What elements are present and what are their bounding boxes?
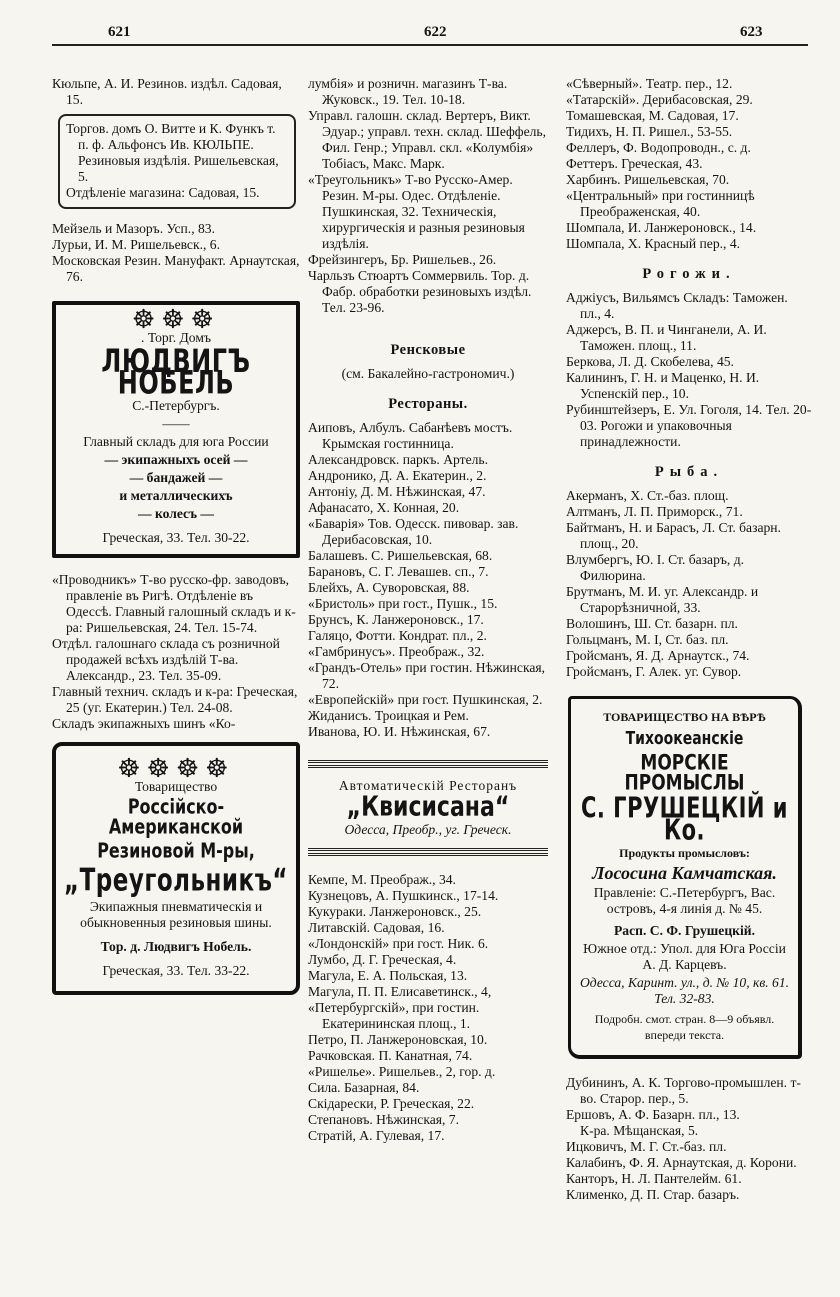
list-item: Ицковичъ, М. Г. Ст.-баз. пл. bbox=[566, 1139, 727, 1154]
list-item: Брутманъ, М. И. уг. Александр. и Старорѣзничной, 33. bbox=[566, 584, 759, 615]
header-rule bbox=[52, 44, 808, 46]
ad-address: Греческая, 33. Тел. 30-22. bbox=[102, 530, 250, 545]
list-item: «Европейскій» при гост. Пушкинская, 2. bbox=[308, 692, 543, 707]
ad-line: и металлическихъ bbox=[119, 488, 233, 503]
list-item: Волошинъ, Ш. Ст. базарн. пл. bbox=[566, 616, 738, 631]
ad-line: Правленіе: С.-Петербургъ, Вас. островъ, 4-я линія д. № 45. bbox=[593, 885, 776, 916]
list-item: Магула, Е. А. Польская, 13. bbox=[308, 968, 468, 983]
column-1 bbox=[52, 76, 300, 995]
column-3 bbox=[566, 76, 812, 1203]
list-item: Отдѣленіе магазина: Садовая, 15. bbox=[66, 185, 260, 200]
ad-line: Экипажныя пневматическія и обыкновенныя резиновыя шины. bbox=[80, 899, 272, 930]
list-item: Скідарески, Р. Греческая, 22. bbox=[308, 1096, 475, 1111]
list-item: Аджерсъ, В. П. и Чинганели, А. И. Таможен. площ., 11. bbox=[566, 322, 767, 353]
list-item: «Петербургскій», при гостин. Екатерининская площ., 1. bbox=[308, 1000, 480, 1031]
list-item: лумбія» и розничн. магазинъ Т-ва. Жуковск., 19. Тел. 10-18. bbox=[308, 76, 508, 107]
list-item: Чарльзъ Стюартъ Соммервиль. Тор. д. Фабр. обработки резиновыхъ издѣл. Тел. 23-96. bbox=[308, 268, 532, 315]
list-item: Афанасато, Х. Конная, 20. bbox=[308, 500, 460, 515]
list-item: Торгов. домъ О. Витте и К. Функъ т. п. ф. Альфонсъ Ив. КЮЛЬПЕ. Резиновыя издѣлія. Ришельевская, 5. bbox=[66, 121, 279, 184]
eagle-emblems-icon: ☸☸☸ bbox=[132, 305, 220, 334]
list-item: Клименко, Д. П. Стар. базаръ. bbox=[566, 1187, 740, 1202]
list-item: Отдѣл. галошнаго склада съ розничной продажей всѣхъ издѣлій Т-ва. Александр., 23. Тел. 35-09. bbox=[52, 636, 280, 683]
ad-line: Тор. д. Людвигъ Нобель. bbox=[100, 939, 252, 954]
list-item: Калабинъ, Ф. Я. Арнаутская, д. Корони. bbox=[566, 1155, 797, 1170]
list-item: Гольцманъ, М. І, Ст. баз. пл. bbox=[566, 632, 729, 647]
list-item: «Гамбринусъ». Преображ., 32. bbox=[308, 644, 485, 659]
ad-line: ТОВАРИЩЕСТВО НА ВѢРѢ bbox=[603, 710, 766, 724]
list-item: Гройсманъ, Г. Алек. уг. Сувор. bbox=[566, 664, 742, 679]
list-item: К-ра. Мѣщанская, 5. bbox=[580, 1123, 699, 1138]
list-item: Калининъ, Г. Н. и Маценко, Н. И. Успенскій пер., 10. bbox=[566, 370, 760, 401]
list-item: «Треугольникъ» Т-во Русско-Амер. Резин. М-ры. Одес. Отдѣленіе. Пушкинская, 32. Техническія, хирургическія и разныя резиновыя издѣлія. bbox=[308, 172, 525, 251]
list-item: Литавскій. Садовая, 16. bbox=[308, 920, 445, 935]
list-item: «Бристоль» при гост., Пушк., 15. bbox=[308, 596, 498, 611]
ad-company-name: „Квисисана“ bbox=[346, 791, 510, 823]
list-item: «Центральный» при гостинницѣ Преображенская, 40. bbox=[566, 188, 755, 219]
list-item: Аиповъ, Албулъ. Сабанѣевъ мостъ. Крымская гостинница. bbox=[308, 420, 513, 451]
list-item: Кукураки. Ланжероновск., 25. bbox=[308, 904, 482, 919]
list-item: Харбинъ. Ришельевская, 70. bbox=[566, 172, 730, 187]
page-number-center: 622 bbox=[424, 24, 447, 40]
list-item: Андронико, Д. А. Екатерин., 2. bbox=[308, 468, 487, 483]
ad-address: Греческая, 33. Тел. 33-22. bbox=[102, 963, 250, 978]
ad-company-name: ЛЮДВИГЪ НОБЕЛЬ bbox=[101, 342, 251, 402]
list-item: Лумбо, Д. Г. Греческая, 4. bbox=[308, 952, 457, 967]
list-item: «Баварія» Тов. Одесск. пивовар. зав. Дерибасовская, 10. bbox=[308, 516, 519, 547]
list-item: Фрейзингеръ, Бр. Ришельев., 26. bbox=[308, 252, 497, 267]
list-item: Блейхъ, А. Суворовская, 88. bbox=[308, 580, 470, 595]
nobel-advertisement bbox=[52, 301, 300, 558]
ad-line: Продукты промысловъ: bbox=[619, 846, 750, 860]
section-heading-rogozhi: Рогожи. bbox=[642, 266, 736, 282]
list-item: Главный технич. складъ и к-ра: Греческая, 25 (уг. Екатерин.) Тел. 24-08. bbox=[52, 684, 298, 715]
ad-line: Южное отд.: Упол. для Юга Россіи А. Д. Карцевъ. bbox=[583, 941, 786, 972]
ad-line: — колесъ — bbox=[137, 506, 215, 521]
list-item: Жиданисъ. Троицкая и Рем. bbox=[308, 708, 469, 723]
section-heading-ryba: Рыба. bbox=[654, 464, 724, 480]
list-item: Кемпе, М. Преображ., 34. bbox=[308, 872, 456, 887]
list-item: Феллеръ, Ф. Водопроводн., с. д. bbox=[566, 140, 751, 155]
list-item: Брунсъ, К. Ланжероновск., 17. bbox=[308, 612, 484, 627]
list-item: Барановъ, С. Г. Левашев. сп., 7. bbox=[308, 564, 489, 579]
list-item: Кузнецовъ, А. Пушкинск., 17-14. bbox=[308, 888, 499, 903]
page-number-left: 621 bbox=[108, 24, 131, 40]
column-2 bbox=[308, 76, 548, 1144]
list-item: Алтманъ, Л. П. Приморск., 71. bbox=[566, 504, 743, 519]
page-number-right: 623 bbox=[740, 24, 763, 40]
eagle-emblems-icon: ☸☸☸☸ bbox=[117, 754, 235, 783]
list-item: Балашевъ. С. Ришельевская, 68. bbox=[308, 548, 493, 563]
ad-line: Товарищество bbox=[134, 779, 218, 794]
list-item: Канторъ, Н. Л. Пантелейм. 61. bbox=[566, 1171, 742, 1186]
ad-address: Одесса, Каринт. ул., д. № 10, кв. 61. Тел. 32-83. bbox=[579, 975, 790, 1006]
list-item: Московская Резин. Мануфакт. Арнаутская, 76. bbox=[52, 253, 300, 284]
ad-line: —— bbox=[162, 416, 190, 431]
list-item: Шомпала, Х. Красный пер., 4. bbox=[566, 236, 741, 251]
ad-line: . Торг. Домъ bbox=[141, 330, 211, 345]
list-item: Акерманъ, Х. Ст.-баз. площ. bbox=[566, 488, 729, 503]
list-item: Петро, П. Ланжероновская, 10. bbox=[308, 1032, 488, 1047]
list-item: Ершовъ, А. Ф. Базарн. пл., 13. bbox=[566, 1107, 740, 1122]
ad-line: Расп. С. Ф. Грушецкій. bbox=[613, 923, 755, 938]
section-heading-restorany: Рестораны. bbox=[388, 396, 468, 412]
ad-company-name: „Треугольникъ“ bbox=[63, 863, 289, 899]
list-item: Мейзель и Мазоръ. Усп., 83. bbox=[52, 221, 215, 236]
treugolnik-advertisement bbox=[52, 742, 300, 995]
list-item: Рачковская. П. Канатная, 74. bbox=[308, 1048, 473, 1063]
list-item: Иванова, Ю. И. Нѣжинская, 67. bbox=[308, 724, 491, 739]
list-item: «Сѣверный». Театр. пер., 12. bbox=[566, 76, 733, 91]
list-item: «Проводникъ» Т-во русско-фр. заводовъ, правленіе въ Ригѣ. Отдѣленіе въ Одессѣ. Главный галошный складъ и к-ра: Ришельевская, 24. Тел. 15-74. bbox=[52, 572, 296, 635]
list-item: Кюльпе, А. И. Резинов. издѣл. Садовая, 15. bbox=[52, 76, 282, 107]
list-item: Степановъ. Нѣжинская, 7. bbox=[308, 1112, 459, 1127]
list-item: Александровск. паркъ. Артель. bbox=[308, 452, 489, 467]
section-heading-renskovye: Ренсковые bbox=[390, 342, 466, 358]
list-item: Лурьи, И. М. Ришельевск., 6. bbox=[52, 237, 220, 252]
section-note: (см. Бакалейно-гастрономич.) bbox=[341, 366, 515, 381]
ad-line: — бандажей — bbox=[129, 470, 223, 485]
list-item: Влумбергъ, Ю. І. Ст. базаръ, д. Филюрина. bbox=[566, 552, 745, 583]
ad-line: Россійско-Американской bbox=[108, 794, 244, 839]
ad-line: — экипажныхъ осей — bbox=[104, 452, 248, 467]
list-item: Томашевская, М. Садовая, 17. bbox=[566, 108, 739, 123]
list-item: Байтманъ, Н. и Барасъ, Л. Ст. базарн. площ., 20. bbox=[566, 520, 781, 551]
ad-line: Подробн. смот. стран. 8—9 объявл. впереди текста. bbox=[594, 1012, 775, 1042]
ad-line: Резиновой М-ры, bbox=[97, 838, 255, 863]
ad-address: Одесса, Преобр., уг. Греческ. bbox=[344, 822, 512, 837]
list-item: Гройсманъ, Я. Д. Арнаутск., 74. bbox=[566, 648, 750, 663]
list-item: Магула, П. П. Елисаветинск., 4, bbox=[308, 984, 492, 999]
ad-line: Тихоокеанскіе bbox=[625, 729, 744, 749]
list-item: Антоніу, Д. М. Нѣжинская, 47. bbox=[308, 484, 486, 499]
list-item: Рубинштейзеръ, Е. Ул. Гоголя, 14. Тел. 20-03. Рогожи и упаковочныя принадлежности. bbox=[566, 402, 812, 449]
ad-line: Лососина Камчатская. bbox=[592, 863, 777, 883]
list-item: «Лондонскій» при гост. Ник. 6. bbox=[308, 936, 489, 951]
ad-line: МОРСКІЕ ПРОМЫСЛЫ bbox=[624, 750, 745, 796]
divider bbox=[308, 760, 548, 768]
kvisisana-advertisement bbox=[308, 760, 548, 856]
ad-line: С.-Петербургъ. bbox=[132, 398, 220, 413]
list-item: Беркова, Л. Д. Скобелева, 45. bbox=[566, 354, 734, 369]
list-item: Феттеръ. Греческая, 43. bbox=[566, 156, 703, 171]
ad-line: Автоматическій Ресторанъ bbox=[338, 778, 518, 793]
ad-line: Главный складъ для юга России bbox=[83, 434, 269, 449]
list-item: Дубининъ, А. К. Торгово-промышлен. т-во. Старор. пер., 5. bbox=[566, 1075, 801, 1106]
list-item: Галяцо, Фотти. Кондрат. пл., 2. bbox=[308, 628, 487, 643]
list-item: «Ришелье». Ришельев., 2, гор. д. bbox=[308, 1064, 496, 1079]
ad-company-name: С. ГРУШЕЦКІЙ и Ко. bbox=[580, 792, 788, 846]
list-item: «Грандъ-Отель» при гостин. Нѣжинская, 72. bbox=[308, 660, 546, 691]
list-item: Аджіусъ, Вильямсъ Складъ: Таможен. пл., 4. bbox=[566, 290, 788, 321]
list-item: Тидихъ, Н. П. Ришел., 53-55. bbox=[566, 124, 733, 139]
list-item: Управл. галошн. склад. Вертеръ, Викт. Эдуар.; управл. техн. склад. Шеффель, Фил. Генр.; Управл. скл. «Колумбія» Тобіасъ, Макс. Марк. bbox=[308, 108, 546, 171]
list-item: Сила. Базарная, 84. bbox=[308, 1080, 420, 1095]
list-item: Шомпала, И. Ланжероновск., 14. bbox=[566, 220, 757, 235]
list-item: «Татарскій». Дерибасовская, 29. bbox=[566, 92, 753, 107]
divider bbox=[308, 848, 548, 856]
list-item: Стратій, А. Гулевая, 17. bbox=[308, 1128, 445, 1143]
grushetsky-advertisement bbox=[568, 696, 802, 1059]
list-item: Складъ экипажныхъ шинъ «Ко- bbox=[52, 716, 236, 731]
witte-notice-box bbox=[58, 114, 296, 209]
